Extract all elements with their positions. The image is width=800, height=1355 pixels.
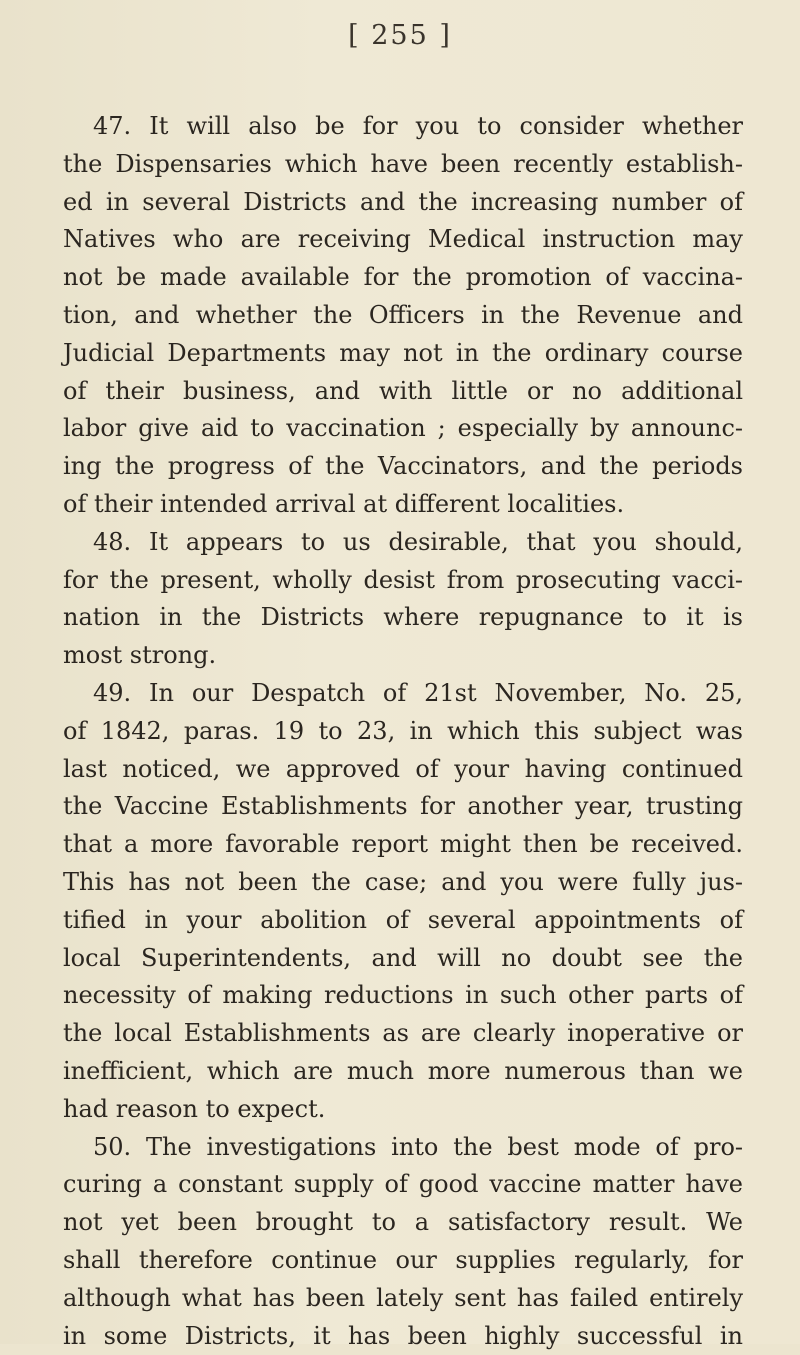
text-line: last noticed, we approved of your having continued [63,751,743,789]
text-line: ing the progress of the Vaccinators, and the periods [63,448,743,486]
text-line: that a more favorable report might then be received. [63,826,743,864]
text-line: not yet been brought to a satisfactory result. We [63,1204,743,1242]
text-line: Natives who are receiving Medical instruction may [63,221,743,259]
text-line: 50. The investigations into the best mode of pro- [63,1129,743,1167]
text-line: tified in your abolition of several appointments of [63,902,743,940]
text-line: nation in the Districts where repugnance to it is [63,599,743,637]
text-line: tion, and whether the Officers in the Revenue and [63,297,743,335]
text-line: of 1842, paras. 19 to 23, in which this subject was [63,713,743,751]
text-line: Judicial Departments may not in the ordinary course [63,335,743,373]
text-line: of their intended arrival at different localities. [63,486,743,524]
text-line: local Superintendents, and will no doubt see the [63,940,743,978]
body-text [63,108,743,1355]
text-line: 49. In our Despatch of 21st November, No. 25, [63,675,743,713]
text-line: necessity of making reductions in such other parts of [63,977,743,1015]
text-line: inefficient, which are much more numerous than we [63,1053,743,1091]
text-line: for the present, wholly desist from prosecuting vacci- [63,562,743,600]
text-line: although what has been lately sent has failed entirely [63,1280,743,1318]
text-line: 47. It will also be for you to consider whether [63,108,743,146]
text-line: ed in several Districts and the increasing number of [63,184,743,222]
text-line: This has not been the case; and you were fully jus- [63,864,743,902]
text-line: most strong. [63,637,743,675]
text-line: curing a constant supply of good vaccine matter have [63,1166,743,1204]
page-number: [ 255 ] [0,20,800,51]
text-line: of their business, and with little or no additional [63,373,743,411]
text-line: 48. It appears to us desirable, that you should, [63,524,743,562]
text-line: labor give aid to vaccination ; especially by announc- [63,410,743,448]
text-line: in some Districts, it has been highly successful in [63,1318,743,1355]
text-line: shall therefore continue our supplies regularly, for [63,1242,743,1280]
text-line: the Dispensaries which have been recently establish- [63,146,743,184]
text-line: the Vaccine Establishments for another year, trusting [63,788,743,826]
text-line: the local Establishments as are clearly inoperative or [63,1015,743,1053]
text-line: not be made available for the promotion of vaccina- [63,259,743,297]
text-line: had reason to expect. [63,1091,743,1129]
